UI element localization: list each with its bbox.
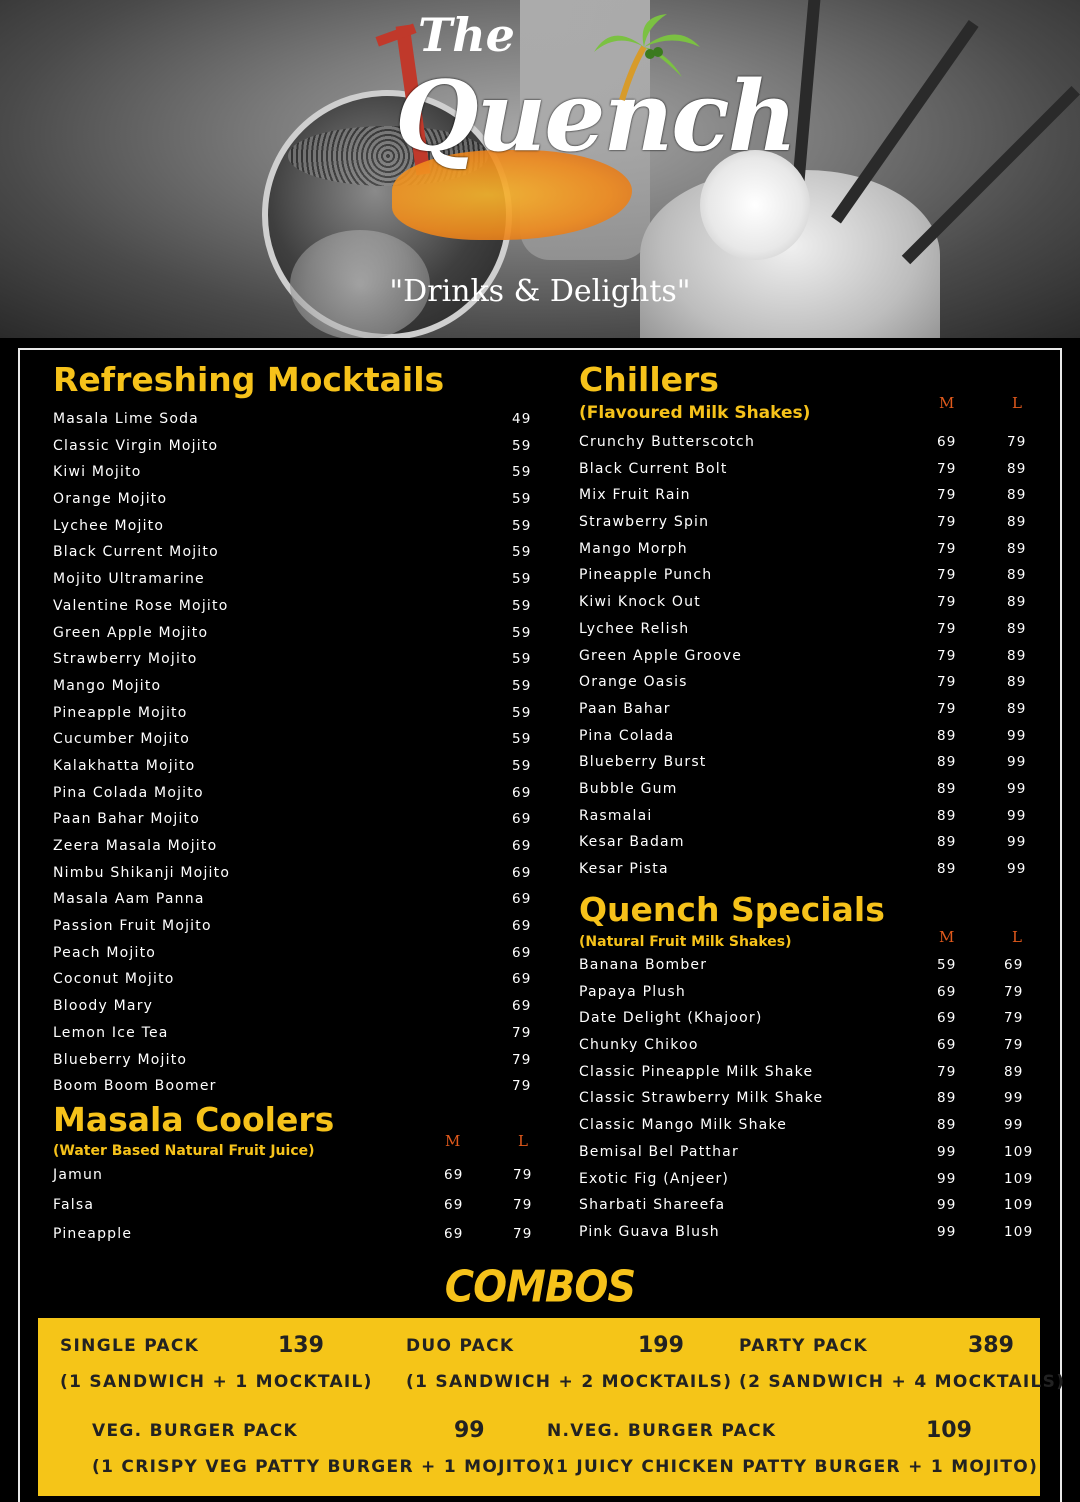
menu-item-price: 59 bbox=[512, 624, 532, 641]
combo-price: 139 bbox=[278, 1333, 324, 1358]
menu-item bbox=[53, 1074, 533, 1101]
menu-item-price: 59 bbox=[512, 517, 532, 534]
menu-item bbox=[53, 460, 533, 487]
combo-price: 109 bbox=[926, 1418, 972, 1443]
menu-item-price: 69 bbox=[512, 944, 532, 961]
menu-item-name: Kalakhatta Mojito bbox=[53, 757, 196, 774]
menu-item-price-l: 99 bbox=[1004, 1117, 1024, 1134]
menu-item-name: Boom Boom Boomer bbox=[53, 1078, 217, 1095]
menu-item bbox=[53, 1193, 533, 1223]
menu-item bbox=[579, 457, 1029, 484]
logo-the: The bbox=[418, 8, 515, 62]
menu-item-price-l: 89 bbox=[1007, 567, 1027, 584]
menu-item-name: Pineapple Punch bbox=[579, 567, 713, 584]
menu-item bbox=[53, 1048, 533, 1075]
menu-item-name: Black Current Bolt bbox=[579, 460, 728, 477]
menu-item-price-l: 109 bbox=[1004, 1223, 1034, 1240]
menu-item bbox=[579, 777, 1029, 804]
menu-item-price: 59 bbox=[512, 597, 532, 614]
menu-item-price-l: 69 bbox=[1004, 957, 1024, 973]
menu-item bbox=[53, 647, 533, 674]
menu-item-price: 69 bbox=[512, 811, 532, 828]
mocktails-list bbox=[53, 407, 533, 1101]
menu-item-price: 59 bbox=[512, 704, 532, 721]
menu-item-name: Coconut Mojito bbox=[53, 971, 175, 988]
menu-item-name: Chunky Chikoo bbox=[579, 1037, 699, 1054]
menu-item bbox=[53, 994, 533, 1021]
menu-item-name: Pineapple bbox=[53, 1226, 133, 1242]
leaf-image bbox=[902, 86, 1080, 264]
chillers-size-l: L bbox=[1012, 394, 1022, 412]
menu-item-name: Green Apple Groove bbox=[579, 647, 743, 664]
menu-item-name: Pina Colada bbox=[579, 727, 675, 744]
menu-item-price-m: 99 bbox=[937, 1223, 957, 1240]
menu-item-price: 79 bbox=[512, 1024, 532, 1041]
menu-item-name: Lychee Mojito bbox=[53, 517, 165, 534]
menu-item bbox=[579, 697, 1029, 724]
menu-item-name: Passion Fruit Mojito bbox=[53, 918, 212, 935]
menu-item-name: Blueberry Mojito bbox=[53, 1051, 188, 1068]
menu-item-price: 69 bbox=[512, 998, 532, 1015]
specials-size-m: M bbox=[939, 928, 955, 946]
combo-name: SINGLE PACK bbox=[60, 1336, 200, 1356]
menu-item-name: Mango Morph bbox=[579, 540, 688, 557]
menu-item-name: Classic Strawberry Milk Shake bbox=[579, 1090, 824, 1107]
menu-item bbox=[579, 1220, 1034, 1247]
menu-item bbox=[53, 967, 533, 994]
menu-item-name: Classic Mango Milk Shake bbox=[579, 1117, 788, 1134]
menu-item-price-l: 109 bbox=[1004, 1170, 1034, 1187]
menu-item-price-m: 89 bbox=[937, 1090, 957, 1107]
tagline: "Drinks & Delights" bbox=[389, 274, 691, 309]
combo-name: PARTY PACK bbox=[739, 1336, 868, 1356]
menu-item-name: Kesar Pista bbox=[579, 861, 669, 877]
menu-item bbox=[53, 1163, 533, 1193]
menu-item bbox=[53, 540, 533, 567]
combo-desc: (1 SANDWICH + 1 MOCKTAIL) bbox=[60, 1372, 373, 1392]
menu-item-price: 69 bbox=[512, 864, 532, 881]
menu-item bbox=[53, 887, 533, 914]
menu-item bbox=[53, 807, 533, 834]
menu-item-price-l: 79 bbox=[1004, 1010, 1024, 1027]
menu-item-price-m: 99 bbox=[937, 1143, 957, 1160]
menu-item-name: Exotic Fig (Anjeer) bbox=[579, 1170, 730, 1187]
menu-item-price-l: 79 bbox=[513, 1226, 533, 1242]
menu-item bbox=[579, 1167, 1034, 1194]
menu-item-price-m: 79 bbox=[937, 594, 957, 611]
menu-item-name: Valentine Rose Mojito bbox=[53, 597, 229, 614]
menu-item bbox=[53, 727, 533, 754]
menu-item-name: Black Current Mojito bbox=[53, 544, 219, 561]
menu-item-price-m: 99 bbox=[937, 1197, 957, 1214]
menu-item-name: Kiwi Knock Out bbox=[579, 594, 701, 611]
menu-item bbox=[53, 1222, 533, 1252]
menu-item-name: Orange Oasis bbox=[579, 674, 688, 691]
menu-item-name: Lychee Relish bbox=[579, 620, 690, 637]
menu-item bbox=[579, 1086, 1029, 1113]
menu-item-price: 69 bbox=[512, 784, 532, 801]
menu-item-name: Mojito Ultramarine bbox=[53, 571, 205, 588]
menu-item bbox=[53, 621, 533, 648]
coolers-size-m: M bbox=[445, 1132, 461, 1150]
menu-item-price: 79 bbox=[512, 1078, 532, 1095]
menu-item bbox=[579, 617, 1029, 644]
menu-item-price: 59 bbox=[512, 571, 532, 588]
menu-item bbox=[579, 1113, 1029, 1140]
header-banner bbox=[0, 0, 1080, 338]
menu-item-price-m: 79 bbox=[937, 620, 957, 637]
menu-item-name: Nimbu Shikanji Mojito bbox=[53, 864, 231, 881]
chillers-list bbox=[579, 430, 1029, 884]
menu-item-price-m: 69 bbox=[937, 983, 957, 1000]
menu-item-price: 59 bbox=[512, 544, 532, 561]
specials-size-l: L bbox=[1012, 928, 1022, 946]
menu-item-name: Pink Guava Blush bbox=[579, 1223, 720, 1240]
menu-item bbox=[53, 754, 533, 781]
menu-item-price-m: 69 bbox=[444, 1196, 464, 1213]
menu-item-price: 59 bbox=[512, 491, 532, 508]
menu-item-name: Strawberry Mojito bbox=[53, 651, 198, 668]
menu-item bbox=[579, 1060, 1029, 1087]
combo-desc: (1 SANDWICH + 2 MOCKTAILS) bbox=[406, 1372, 733, 1392]
menu-item-price: 79 bbox=[512, 1051, 532, 1068]
menu-item bbox=[579, 857, 1029, 884]
coolers-title: Masala Coolers bbox=[53, 1100, 335, 1139]
coolers-size-l: L bbox=[518, 1132, 528, 1150]
menu-item-name: Masala Lime Soda bbox=[53, 411, 199, 427]
menu-item-name: Peach Mojito bbox=[53, 944, 157, 961]
menu-item-name: Sharbati Shareefa bbox=[579, 1197, 726, 1214]
menu-item bbox=[579, 670, 1029, 697]
menu-item-price-m: 59 bbox=[937, 957, 957, 973]
menu-item bbox=[53, 914, 533, 941]
menu-item-price: 59 bbox=[512, 651, 532, 668]
menu-item-price-l: 89 bbox=[1007, 594, 1027, 611]
menu-item-name: Green Apple Mojito bbox=[53, 624, 209, 641]
menu-item-price-m: 89 bbox=[937, 807, 957, 824]
menu-item-price-m: 89 bbox=[937, 780, 957, 797]
menu-item-price-l: 89 bbox=[1007, 647, 1027, 664]
menu-item bbox=[579, 1193, 1034, 1220]
coolers-list bbox=[53, 1163, 533, 1252]
menu-item-price: 69 bbox=[512, 838, 532, 854]
menu-item-price-l: 89 bbox=[1007, 700, 1027, 717]
menu-item bbox=[579, 430, 1029, 457]
menu-item-price-m: 79 bbox=[937, 674, 957, 691]
menu-item bbox=[53, 781, 533, 808]
menu-item-price-l: 89 bbox=[1007, 540, 1027, 557]
menu-item-name: Pineapple Mojito bbox=[53, 704, 188, 721]
menu-item-name: Bubble Gum bbox=[579, 780, 678, 797]
specials-list bbox=[579, 953, 1034, 1247]
menu-item-name: Falsa bbox=[53, 1196, 95, 1213]
menu-item-name: Lemon Ice Tea bbox=[53, 1024, 169, 1041]
menu-item-price-m: 79 bbox=[937, 460, 957, 477]
menu-item bbox=[579, 510, 1029, 537]
menu-item-price-m: 89 bbox=[937, 754, 957, 771]
menu-item-price-l: 79 bbox=[513, 1167, 533, 1183]
menu-item-price-m: 89 bbox=[937, 834, 957, 851]
menu-item bbox=[53, 434, 533, 461]
menu-item-price-l: 99 bbox=[1007, 780, 1027, 797]
menu-item-name: Paan Bahar Mojito bbox=[53, 811, 201, 828]
menu-item-price-m: 69 bbox=[444, 1226, 464, 1242]
menu-item-price: 59 bbox=[512, 677, 532, 694]
menu-item bbox=[53, 861, 533, 888]
menu-item bbox=[579, 953, 1029, 980]
menu-item-name: Rasmalai bbox=[579, 807, 653, 824]
menu-item-price-l: 89 bbox=[1007, 514, 1027, 531]
menu-item-price: 69 bbox=[512, 891, 532, 908]
menu-item-name: Masala Aam Panna bbox=[53, 891, 205, 908]
combos-box bbox=[38, 1318, 1066, 1496]
menu-item-price-l: 99 bbox=[1007, 727, 1027, 744]
menu-item-name: Bemisal Bel Patthar bbox=[579, 1143, 739, 1160]
menu-item-name: Date Delight (Khajoor) bbox=[579, 1010, 763, 1027]
combo-desc: (2 SANDWICH + 4 MOCKTAILS) bbox=[739, 1372, 1066, 1392]
menu-item-price-l: 79 bbox=[513, 1196, 533, 1213]
menu-item-name: Classic Pineapple Milk Shake bbox=[579, 1063, 814, 1080]
menu-item-price-m: 79 bbox=[937, 1063, 957, 1080]
menu-item-price-m: 89 bbox=[937, 727, 957, 744]
chillers-size-m: M bbox=[939, 394, 955, 412]
combo-price: 99 bbox=[454, 1418, 485, 1443]
menu-item-name: Orange Mojito bbox=[53, 491, 168, 508]
menu-item bbox=[53, 701, 533, 728]
menu-item bbox=[579, 1033, 1029, 1060]
menu-item-price-m: 69 bbox=[444, 1167, 464, 1183]
logo-name: Quench bbox=[395, 60, 796, 173]
menu-item-price-l: 99 bbox=[1007, 861, 1027, 877]
menu-item-name: Mix Fruit Rain bbox=[579, 487, 691, 504]
menu-item-name: Bloody Mary bbox=[53, 998, 154, 1015]
menu-item bbox=[579, 830, 1029, 857]
menu-item-price-m: 99 bbox=[937, 1170, 957, 1187]
menu-item bbox=[53, 941, 533, 968]
menu-item-name: Classic Virgin Mojito bbox=[53, 437, 219, 454]
menu-item bbox=[53, 514, 533, 541]
menu-item-price: 69 bbox=[512, 918, 532, 935]
menu-item-price-m: 79 bbox=[937, 540, 957, 557]
coolers-subtitle: (Water Based Natural Fruit Juice) bbox=[53, 1143, 315, 1159]
menu-item-name: Jamun bbox=[53, 1167, 104, 1183]
menu-item-price-l: 89 bbox=[1004, 1063, 1024, 1080]
menu-item-name: Blueberry Burst bbox=[579, 754, 707, 771]
menu-item bbox=[53, 487, 533, 514]
menu-item-name: Papaya Plush bbox=[579, 983, 686, 1000]
menu-item bbox=[53, 674, 533, 701]
menu-item-name: Zeera Masala Mojito bbox=[53, 838, 218, 854]
menu-item-name: Strawberry Spin bbox=[579, 514, 710, 531]
leaf-image bbox=[831, 20, 978, 223]
menu-item-name: Paan Bahar bbox=[579, 700, 671, 717]
menu-item-price-l: 99 bbox=[1007, 834, 1027, 851]
menu-item-price: 59 bbox=[512, 464, 532, 481]
menu-item bbox=[53, 407, 533, 434]
menu-item-price-l: 109 bbox=[1004, 1197, 1034, 1214]
menu-item bbox=[579, 750, 1029, 777]
menu-item-price-m: 89 bbox=[937, 861, 957, 877]
menu-item-price-m: 79 bbox=[937, 567, 957, 584]
combos-title: COMBOS bbox=[444, 1261, 636, 1313]
menu-item-name: Mango Mojito bbox=[53, 677, 162, 694]
menu-item-price: 59 bbox=[512, 757, 532, 774]
menu-item-price-l: 89 bbox=[1007, 487, 1027, 504]
menu-item-price-l: 89 bbox=[1007, 674, 1027, 691]
menu-item-price-l: 79 bbox=[1007, 434, 1027, 450]
mocktails-title: Refreshing Mocktails bbox=[53, 360, 445, 399]
menu-item-price-m: 79 bbox=[937, 700, 957, 717]
menu-item bbox=[579, 563, 1029, 590]
combo-price: 199 bbox=[638, 1333, 684, 1358]
menu-item-price-l: 89 bbox=[1007, 620, 1027, 637]
menu-item-name: Cucumber Mojito bbox=[53, 731, 191, 748]
menu-item-name: Banana Bomber bbox=[579, 957, 708, 973]
menu-item bbox=[579, 980, 1029, 1007]
menu-item bbox=[579, 590, 1029, 617]
menu-item-price-m: 69 bbox=[937, 1037, 957, 1054]
menu-item-price-l: 79 bbox=[1004, 983, 1024, 1000]
menu-item-price-l: 89 bbox=[1007, 460, 1027, 477]
menu-item bbox=[53, 834, 533, 861]
menu-item-name: Pina Colada Mojito bbox=[53, 784, 204, 801]
menu-item bbox=[579, 644, 1029, 671]
menu-item bbox=[579, 537, 1029, 564]
menu-item-name: Kesar Badam bbox=[579, 834, 685, 851]
menu-item bbox=[579, 804, 1029, 831]
combo-name: VEG. BURGER PACK bbox=[92, 1421, 299, 1441]
menu-item bbox=[53, 567, 533, 594]
menu-item bbox=[579, 1006, 1029, 1033]
menu-item-price-l: 99 bbox=[1007, 807, 1027, 824]
chillers-subtitle: (Flavoured Milk Shakes) bbox=[579, 403, 811, 423]
menu-item-price-l: 109 bbox=[1004, 1143, 1034, 1160]
menu-item-price-m: 69 bbox=[937, 1010, 957, 1027]
menu-item-price-m: 79 bbox=[937, 647, 957, 664]
specials-subtitle: (Natural Fruit Milk Shakes) bbox=[579, 934, 792, 950]
menu-item-price-l: 79 bbox=[1004, 1037, 1024, 1054]
menu-item-price-l: 99 bbox=[1004, 1090, 1024, 1107]
menu-item bbox=[53, 594, 533, 621]
menu-item-price-m: 69 bbox=[937, 434, 957, 450]
menu-item-name: Crunchy Butterscotch bbox=[579, 434, 756, 450]
palm-tree-icon bbox=[592, 12, 702, 102]
menu-item-price-l: 99 bbox=[1007, 754, 1027, 771]
menu-item-name: Kiwi Mojito bbox=[53, 464, 142, 481]
menu-item-price: 59 bbox=[512, 437, 532, 454]
menu-item-price: 59 bbox=[512, 731, 532, 748]
combo-name: DUO PACK bbox=[406, 1336, 515, 1356]
menu-item bbox=[579, 724, 1029, 751]
menu-item-price: 49 bbox=[512, 411, 532, 427]
combo-desc: (1 CRISPY VEG PATTY BURGER + 1 MOJITO) bbox=[92, 1457, 552, 1477]
menu-item bbox=[579, 483, 1029, 510]
menu-item-price-m: 79 bbox=[937, 487, 957, 504]
menu-item bbox=[579, 1140, 1034, 1167]
combo-desc: (1 JUICY CHICKEN PATTY BURGER + 1 MOJITO) bbox=[547, 1457, 1039, 1477]
specials-title: Quench Specials bbox=[579, 890, 885, 929]
menu-item-price-m: 89 bbox=[937, 1117, 957, 1134]
menu-item-price-m: 79 bbox=[937, 514, 957, 531]
combo-price: 389 bbox=[968, 1333, 1014, 1358]
combo-name: N.VEG. BURGER PACK bbox=[547, 1421, 777, 1441]
menu-item-price: 69 bbox=[512, 971, 532, 988]
chillers-title: Chillers bbox=[579, 360, 719, 399]
menu-item bbox=[53, 1021, 533, 1048]
